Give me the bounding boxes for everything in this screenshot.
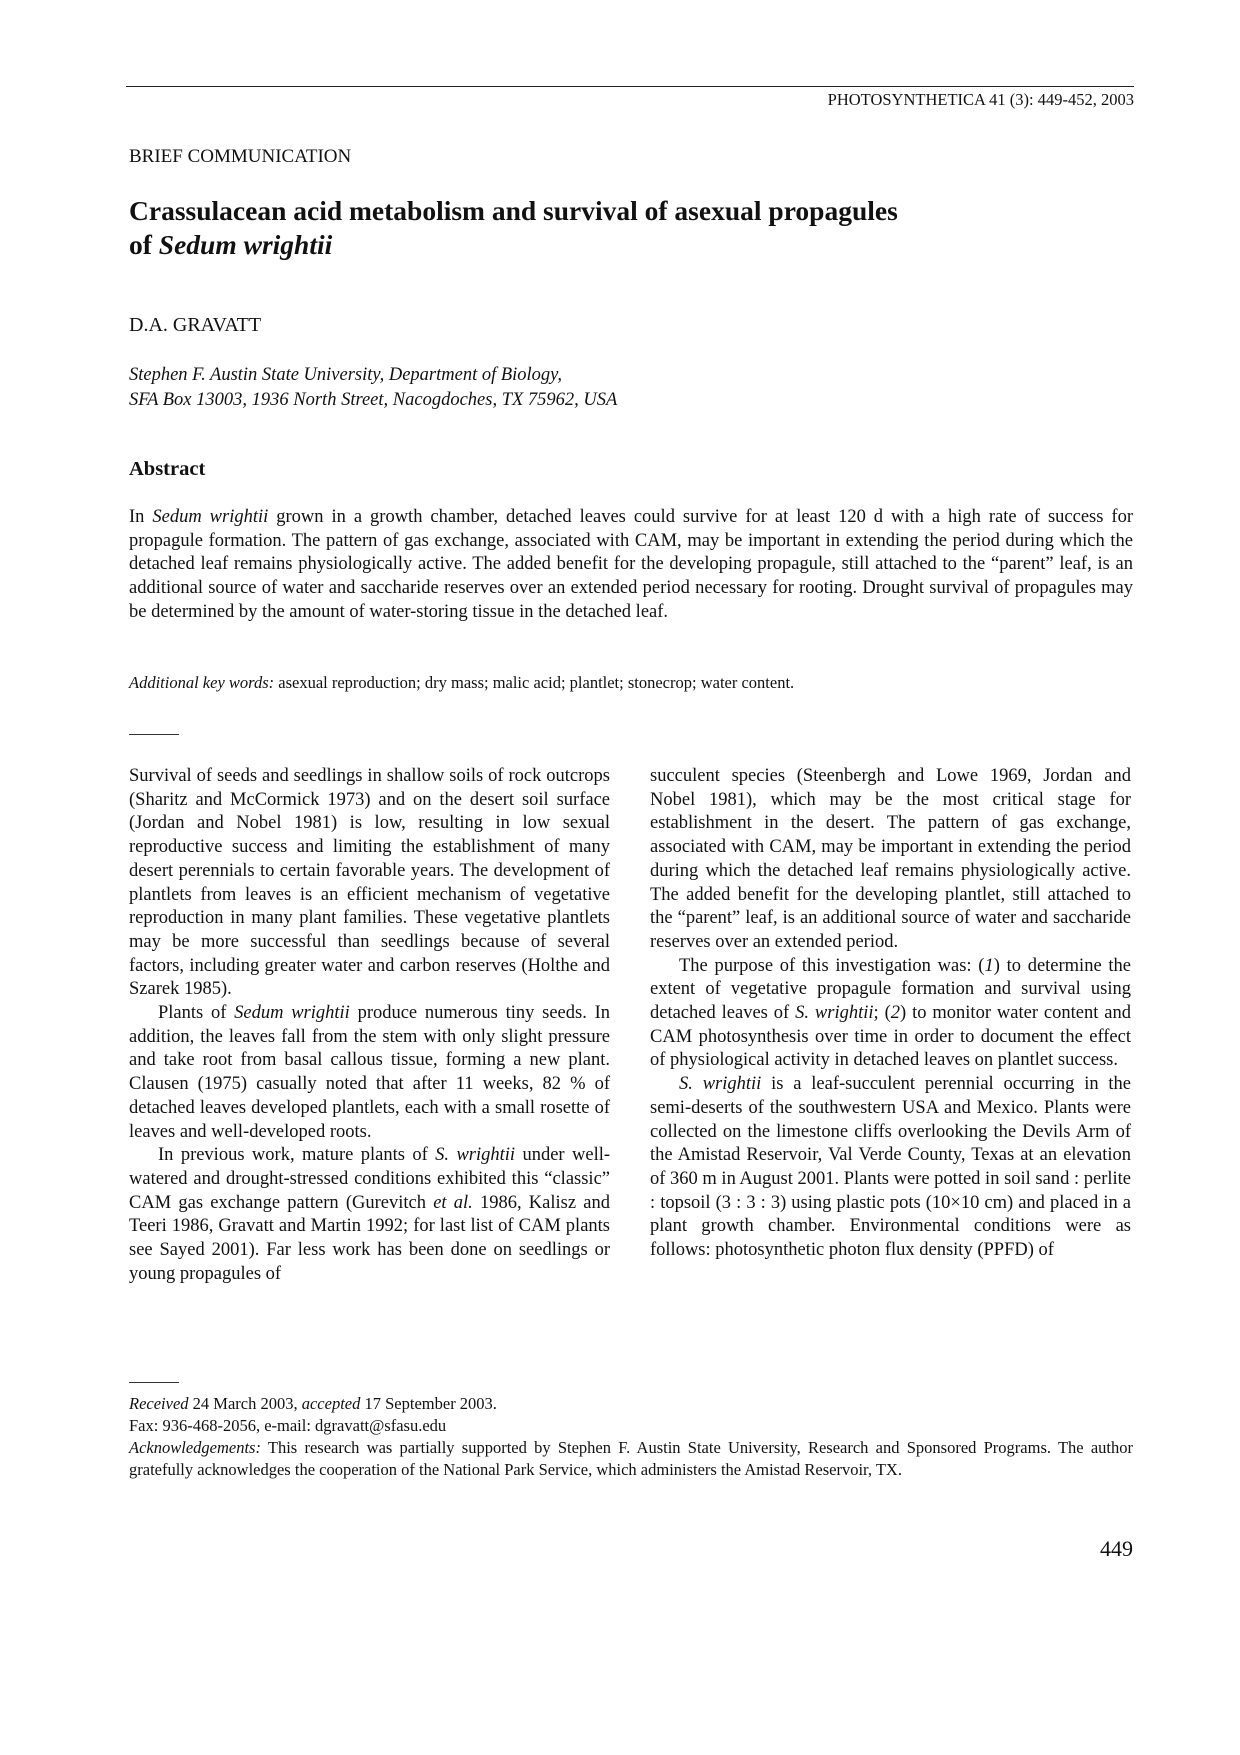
body-paragraph: Plants of Sedum wrightii produce numerous tiny seeds. In addition, the leaves fall from the stem with only slight pressure and take root from basal callous tissue, forming a new plant. Clausen (1975) casually noted that after 11 weeks, 82 % of detached leaves developed plantlets, each with a small rosette of leaves and well-developed roots. xyxy=(129,1003,610,1142)
title-species: Sedum wrightii xyxy=(158,229,333,260)
page-number: 449 xyxy=(1100,1536,1133,1561)
species-name: S. wrightii xyxy=(679,1074,762,1095)
footnotes xyxy=(129,1393,1133,1481)
body-column-right xyxy=(650,765,1131,1263)
title-line-1: Crassulacean acid metabolism and survival of asexual propagules xyxy=(129,195,898,226)
abstract-lead: In xyxy=(129,507,153,527)
species-name: S. wrightii xyxy=(435,1145,516,1166)
title-line-2 xyxy=(129,228,1109,262)
body-paragraph: S. wrightii is a leaf-succulent perennial occurring in the semi-deserts of the southwestern USA and Mexico. Plants were collected on the limestone cliffs overlooking the Devils Arm of the Amistad Reservoir, Val Verde County, Texas at an elevation of 360 m in August 2001. Plants were potted in soil sand : perlite : topsoil (3 : 3 : 3) using plastic pots (10×10 cm) and placed in a plant growth chamber. Environmental conditions were as follows: photosynthetic photon flux density (PPFD) of xyxy=(650,1074,1131,1261)
title-prefix: of xyxy=(129,229,159,260)
abstract-body xyxy=(129,506,1133,625)
footnote-divider xyxy=(129,1382,179,1383)
affiliation-line-1: Stephen F. Austin State University, Department of Biology, xyxy=(129,365,562,385)
abstract-heading: Abstract xyxy=(129,458,206,480)
body-paragraph: Survival of seeds and seedlings in shallow soils of rock outcrops (Sharitz and McCormick 1973) and on the desert soil surface (Jordan and Nobel 1981) is low, resulting in low sexual reproductive success and limiting the establishment of many desert perennials to certain favorable years. The development of plantlets from leaves is an efficient mechanism of vegetative reproduction in many plant families. These vegetative plantlets may be more successful than seedlings because of several factors, including greater water and carbon reserves (Holthe and Szarek 1985). xyxy=(129,766,610,1000)
body-paragraph: In previous work, mature plants of S. wrightii under well-watered and drought-stressed conditions exhibited this “classic” CAM gas exchange pattern (Gurevitch et al. 1986, Kalisz and Teeri 1986, Gravatt and Martin 1992; for last list of CAM plants see Sayed 2001). Far less work has been done on seedlings or young propagules of xyxy=(129,1145,611,1284)
article-title xyxy=(129,194,1109,262)
body-paragraph: succulent species (Steenbergh and Lowe 1969, Jordan and Nobel 1981), which may be the most critical stage for establishment in the desert. The pattern of gas exchange, associated with CAM, may be important in extending the period during which the detached leaf remains physiologically active. The added benefit for the developing plantlet, still attached to the “parent” leaf, is an additional source of water and saccharide reserves over an extended period. xyxy=(650,766,1131,952)
contact-info: Fax: 936-468-2056, e-mail: dgravatt@sfasu.edu xyxy=(129,1416,447,1435)
author-name: D.A. GRAVATT xyxy=(129,314,262,336)
affiliation-line-2: SFA Box 13003, 1936 North Street, Nacogdoches, TX 75962, USA xyxy=(129,390,618,410)
body-paragraph: The purpose of this investigation was: (1) to determine the extent of vegetative propagule formation and survival using detached leaves of S. wrightii; (2) to monitor water content and CAM photosynthesis over time in order to document the effect of physiological activity in detached leaves on plantlet success. xyxy=(650,955,1131,1071)
keywords-text: asexual reproduction; dry mass; malic acid; plantlet; stonecrop; water content. xyxy=(274,673,795,692)
species-name: S. wrightii xyxy=(795,1003,874,1024)
header-rule xyxy=(126,86,1134,87)
keywords xyxy=(129,673,1133,693)
keywords-label: Additional key words: xyxy=(129,673,275,692)
received-dates: Received 24 March 2003, accepted 17 September 2003. xyxy=(129,1394,497,1413)
acknowledgements: Acknowledgements: This research was partially supported by Stephen F. Austin State University, Research and Sponsored Programs. The author gratefully acknowledges the cooperation of the National Park Service, which administers the Amistad Reservoir, TX. xyxy=(129,1438,1133,1479)
body-column-left xyxy=(129,765,610,1286)
abstract-text: grown in a growth chamber, detached leaves could survive for at least 120 d with a high rate of success for propagule formation. The pattern of gas exchange, associated with CAM, may be important in extending the period during which the detached leaf remains physiologically active. The added benefit for the developing propagule, still attached to the “parent” leaf, is an additional source of water and saccharide reserves over an extended period necessary for rooting. Drought survival of propagules may be determined by the amount of water-storing tissue in the detached leaf. xyxy=(129,507,1133,622)
section-label: BRIEF COMMUNICATION xyxy=(129,146,352,167)
et-al: et al. xyxy=(433,1192,473,1213)
section-divider xyxy=(129,734,179,735)
journal-reference: PHOTOSYNTHETICA 41 (3): 449-452, 2003 xyxy=(827,90,1134,109)
species-name: Sedum wrightii xyxy=(234,1003,350,1024)
author-affiliation xyxy=(129,363,1029,413)
abstract-species: Sedum wrightii xyxy=(152,507,269,527)
